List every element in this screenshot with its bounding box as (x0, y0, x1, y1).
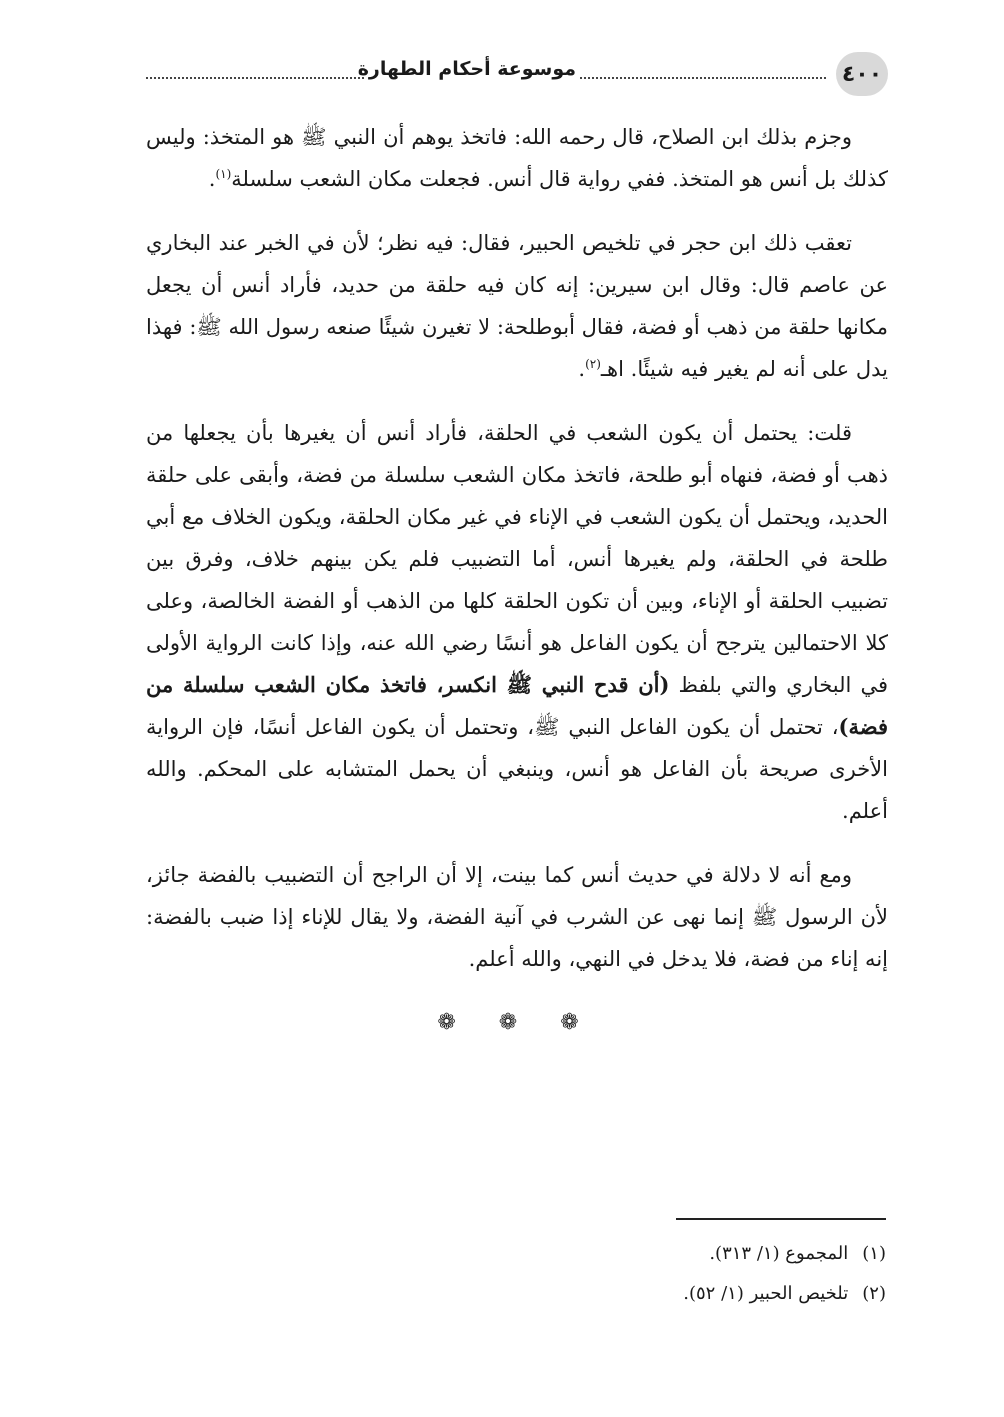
paragraph-text: تعقب ذلك ابن حجر في تلخيص الحبير، فقال: فيه نظر؛ لأن في الخبر عند البخاري عن عاصم قال: وقال ابن سيرين: إنه كان فيه حلقة من حديد، فأراد أنس أن يجعل مكانها حلقة من ذهب أو فضة، فقال أبوطلحة: لا تغيرن شيئًا صنعه رسول الله ﷺ: فهذا يدل على أنه لم يغير فيه شيئًا. اهـ (146, 231, 888, 381)
page-header (146, 52, 888, 96)
footnote-ref[interactable]: (١) (215, 167, 232, 181)
paragraph-text: ومع أنه لا دلالة في حديث أنس كما بينت، إلا أن الراجح أن التضبيب بالفضة جائز، لأن الرسول ﷺ إنما نهى عن الشرب في آنية الفضة، ولا يقال للإناء إذا ضبب بالفضة: إنه إناء من فضة، فلا يدخل في النهي، والله أعلم. (146, 863, 888, 971)
footnote-separator (676, 1218, 886, 1220)
paragraph-text: ، تحتمل أن يكون الفاعل النبي ﷺ، وتحتمل أن يكون الفاعل أنسًا، فإن الرواية الأخرى صريحة بأن الفاعل هو أنس، وينبغي أن يحمل المتشابه على المحكم. والله أعلم. (146, 715, 888, 823)
paragraph-end: . (578, 357, 586, 381)
paragraph-text: وجزم بذلك ابن الصلاح، قال رحمه الله: فاتخذ يوهم أن النبي ﷺ هو المتخذ: وليس كذلك بل أنس هو المتخذ. ففي رواية قال أنس. فجعلت مكان الشعب سلسلة (146, 125, 888, 191)
paragraph-text: قلت: يحتمل أن يكون الشعب في الحلقة، فأراد أنس أن يغيرها بأن يجعلها من ذهب أو فضة، فنهاه أبو طلحة، فاتخذ مكان الشعب سلسلة من فضة، وأبقى على حلقة الحديد، ويحتمل أن يكون الشعب في الإناء في غير مكان الحلقة، ويكون الخلاف مع أبي طلحة في الحلقة، ولم يغيرها أنس، أما التضبيب فلم يكن بينهم خلاف، وفرق بين تضبيب الحلقة أو الإناء، وبين أن تكون الحلقة كلها من الذهب أو الفضة الخالصة، وعلى كلا الاحتمالين يترجح أن يكون الفاعل هو أنسًا رضي الله عنه، وإذا كانت الرواية الأولى في البخاري والتي بلفظ (146, 421, 888, 697)
main-text (146, 116, 888, 1044)
paragraph (146, 412, 888, 832)
section-ornament: ❁ ❁ ❁ (437, 1010, 597, 1035)
hadith-quote: (أن قدح النبي ﷺ انكسر، فاتخذ مكان الشعب سلسلة من فضة) (146, 672, 888, 739)
paragraph (146, 222, 888, 390)
footnote-text: المجموع (١/ ٣١٣). (709, 1243, 849, 1264)
footnote (144, 1274, 886, 1314)
footnote (144, 1234, 886, 1274)
page-number: ٤٠٠ (836, 52, 888, 96)
header-dotted-rule-left (146, 77, 364, 79)
header-title: موسوعة أحكام الطهارة (357, 58, 576, 80)
paragraph (146, 116, 888, 200)
footnotes (144, 1234, 886, 1314)
header-dotted-rule-right (580, 77, 826, 79)
paragraph-end: . (208, 167, 216, 191)
footnote-number: (١) (862, 1243, 886, 1264)
footnote-text: تلخيص الحبير (١/ ٥٢). (683, 1283, 849, 1304)
paragraph (146, 854, 888, 980)
footnote-ref[interactable]: (٢) (585, 357, 601, 371)
footnote-number: (٢) (862, 1283, 886, 1304)
